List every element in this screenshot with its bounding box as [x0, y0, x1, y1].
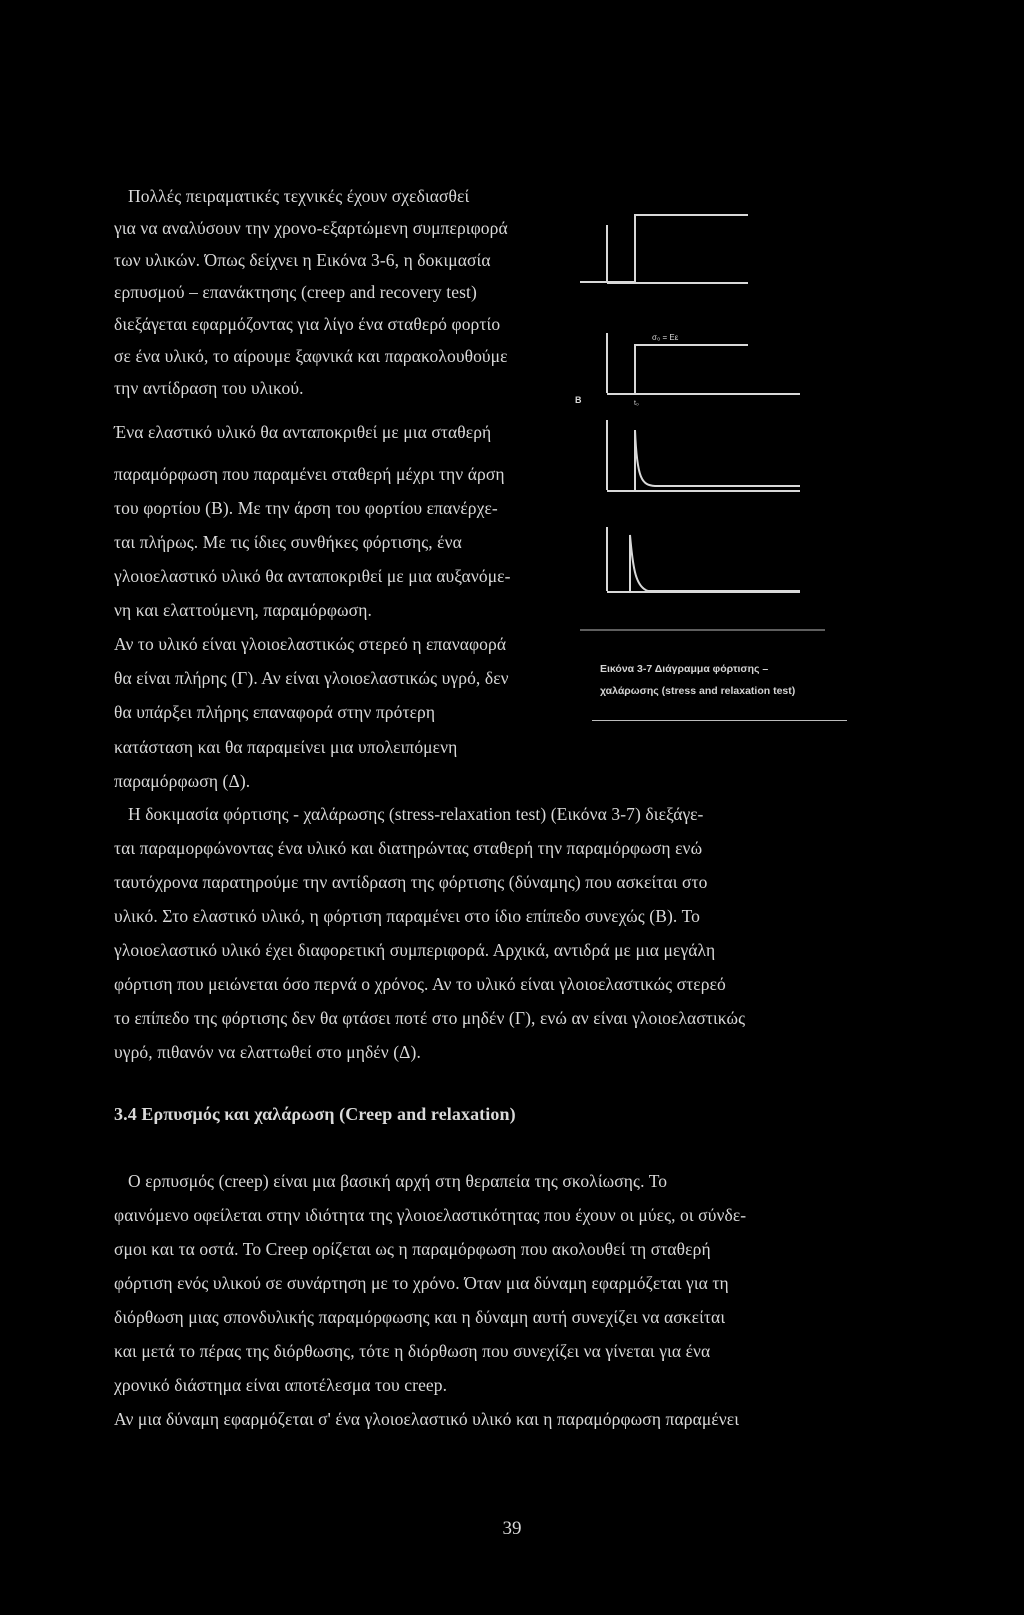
intro-line: διεξάγεται εφαρμόζοντας για λίγο ένα σταθερό φορτίο [114, 314, 501, 334]
intro-line: σε ένα υλικό, το αίρουμε ξαφνικά και παρακολουθούμε [114, 346, 508, 366]
t0-label: t₀ [634, 400, 639, 407]
body-line: και μετά το πέρας της διόρθωσης, τότε η διόρθωση που συνεχίζει να γίνεται για ένα [114, 1341, 711, 1361]
stress-relaxation-diagram [575, 205, 860, 630]
caption-rule [592, 720, 847, 721]
figure-label-b: B [575, 395, 582, 405]
body-line: υλικό. Στο ελαστικό υλικό, η φόρτιση παραμένει στο ίδιο επίπεδο συνεχώς (Β). Το [114, 906, 700, 926]
fluid-relaxation-curve [607, 535, 800, 592]
intro-line: Πολλές πειραματικές τεχνικές έχουν σχεδιασθεί [128, 186, 470, 206]
body-line: το επίπεδο της φόρτισης δεν θα φτάσει ποτέ στο μηδέν (Γ), ενώ αν είναι γλοιοελαστικώς [114, 1008, 746, 1028]
body-line: σμοι και τα οστά. Το Creep ορίζεται ως η παραμόρφωση που ακολουθεί τη σταθερή [114, 1239, 711, 1259]
body-line: υγρό, πιθανόν να ελαττωθεί στο μηδέν (Δ). [114, 1042, 421, 1062]
intro-line: Αν το υλικό είναι γλοιοελαστικώς στερεό η επαναφορά [114, 634, 507, 654]
body-line: Αν μια δύναμη εφαρμόζεται σ' ένα γλοιοελαστικό υλικό και η παραμόρφωση παραμένει [114, 1409, 740, 1429]
intro-line: του φορτίου (Β). Με την άρση του φορτίου επανέρχε- [114, 498, 498, 518]
body-line: Ο ερπυσμός (creep) είναι μια βασική αρχή στη θεραπεία της σκολίωσης. Το [128, 1171, 668, 1191]
intro-line: των υλικών. Όπως δείχνει η Εικόνα 3-6, η δοκιμασία [114, 250, 491, 270]
body-line: γλοιοελαστικό υλικό έχει διαφορετική συμπεριφορά. Αρχικά, αντιδρά με μια μεγάλη [114, 940, 716, 960]
input-step-line [580, 215, 748, 282]
page-number: 39 [502, 1518, 522, 1539]
body-line: Η δοκιμασία φόρτισης - χαλάρωσης (stress-relaxation test) (Εικόνα 3-7) διεξάγε- [128, 804, 704, 824]
figure-caption-line1: Εικόνα 3-7 Διάγραμμα φόρτισης – [600, 663, 769, 675]
intro-line: Ένα ελαστικό υλικό θα ανταποκριθεί με μια σταθερή [114, 422, 492, 442]
intro-line: την αντίδραση του υλικού. [114, 378, 304, 398]
equation-label: σ₀ = Eε [652, 333, 679, 342]
body-line: ται παραμορφώνοντας ένα υλικό και διατηρώντας σταθερή την παραμόρφωση ενώ [114, 838, 703, 858]
intro-line: ται πλήρως. Με τις ίδιες συνθήκες φόρτισης, ένα [114, 532, 462, 552]
intro-line: παραμόρφωση (Δ). [114, 771, 251, 791]
intro-line: νη και ελαττούμενη, παραμόρφωση. [114, 600, 372, 620]
intro-line: για να αναλύσουν την χρονο-εξαρτώμενη συμπεριφορά [114, 218, 508, 238]
intro-line: θα είναι πλήρης (Γ). Αν είναι γλοιοελαστικώς υγρό, δεν [114, 668, 509, 688]
section-heading: 3.4 Ερπυσμός και χαλάρωση (Creep and relaxation) [114, 1104, 516, 1124]
body-line: φόρτιση που μειώνεται όσο περνά ο χρόνος. Αν το υλικό είναι γλοιοελαστικώς στερεό [114, 974, 726, 994]
body-line: ταυτόχρονα παρατηρούμε την αντίδραση της φόρτισης (δύναμης) που ασκείται στο [114, 872, 708, 892]
body-line: χρονικό διάστημα είναι αποτέλεσμα του creep. [114, 1375, 448, 1395]
body-line: φόρτιση ενός υλικού σε συνάρτηση με το χρόνο. Όταν μια δύναμη εφαρμόζεται για τη [114, 1273, 729, 1293]
intro-line: παραμόρφωση που παραμένει σταθερή μέχρι την άρση [114, 464, 505, 484]
solid-relaxation-curve [607, 430, 800, 491]
body-line: φαινόμενο οφείλεται στην ιδιότητα της γλοιοελαστικότητας που έχουν οι μύες, οι σύνδε- [114, 1205, 747, 1225]
intro-line: θα υπάρξει πλήρης επαναφορά στην πρότερη [114, 702, 436, 722]
intro-line: γλοιοελαστικό υλικό θα ανταποκριθεί με μια αυξανόμε- [114, 566, 511, 586]
body-line: διόρθωση μιας σπονδυλικής παραμόρφωσης και η δύναμη αυτή συνεχίζει να ασκείται [114, 1307, 726, 1327]
elastic-level-line [607, 345, 748, 394]
intro-line: κατάσταση και θα παραμείνει μια υπολειπόμενη [114, 737, 458, 757]
intro-line: ερπυσμού – επανάκτησης (creep and recovery test) [114, 282, 477, 302]
figure-caption-line2: χαλάρωσης (stress and relaxation test) [600, 685, 796, 697]
